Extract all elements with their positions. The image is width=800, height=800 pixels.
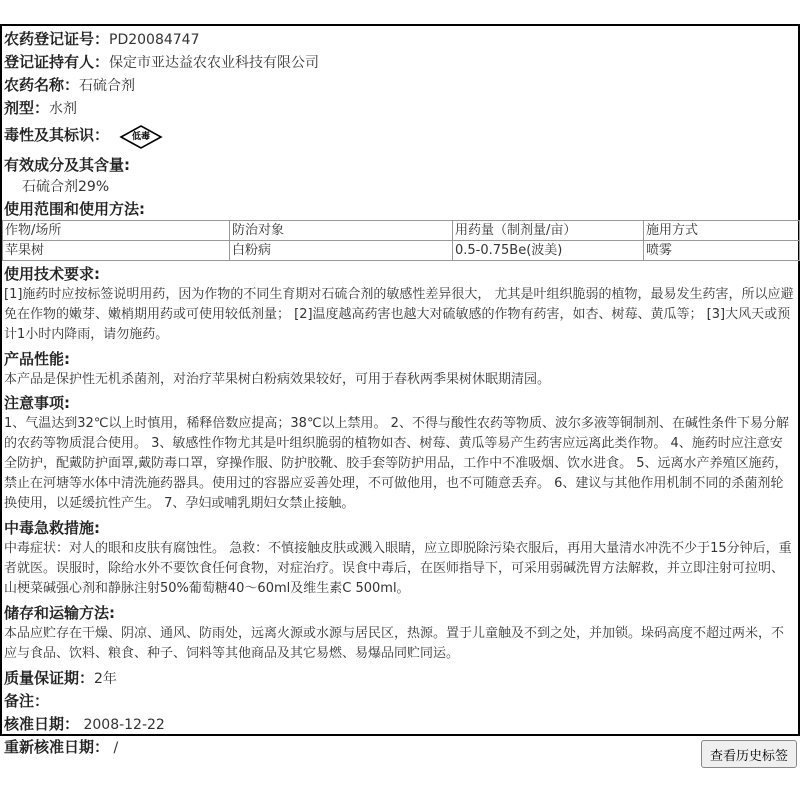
remarks-label: 备注： <box>4 692 50 710</box>
toxicity-icon-text: 低毒 <box>132 132 151 142</box>
col-method: 施用方式 <box>644 221 800 241</box>
holder-row <box>2 51 798 74</box>
approval-date-row <box>2 713 798 736</box>
formulation-label: 剂型： <box>4 99 50 117</box>
usage-table-header <box>3 221 800 241</box>
view-history-labels-button[interactable]: 查看历史标签 <box>701 740 797 768</box>
holder-value: 保定市亚达益农农业科技有限公司 <box>109 55 320 71</box>
formulation-row <box>2 97 798 120</box>
pesticide-name-value: 石硫合剂 <box>79 78 136 94</box>
cell-dosage: 0.5-0.75Be(波美) <box>453 241 644 261</box>
first-aid-text: 中毒症状：对人的眼和皮肤有腐蚀性。 急救：不慎接触皮肤或溅入眼睛，应立即脱除污染衣服后，再用大量清水冲洗不少于15分钟后，重者就医。误服时，除给水外不要饮食任何食物，对症治疗。误食中毒后，在医师指导下，可采用弱碱洗胃方法解救，并立即注射可拉明、山梗菜碱强心剂和静脉注射50%葡萄糖40～60ml及维生素C 500ml。 <box>4 541 792 596</box>
approval-date-label: 核准日期： <box>4 715 80 733</box>
ingredients-value: 石硫合剂29% <box>22 179 110 195</box>
pesticide-name-label: 农药名称： <box>4 76 80 94</box>
cert-no-value: PD20084747 <box>109 32 200 48</box>
cell-target: 白粉病 <box>230 241 453 261</box>
col-crop: 作物/场所 <box>3 221 230 241</box>
usage-heading: 使用范围和使用方法: <box>4 200 145 218</box>
formulation-value: 水剂 <box>49 101 78 117</box>
reapproval-date-row <box>2 736 798 759</box>
usage-table <box>2 220 800 261</box>
cert-no-label: 农药登记证号： <box>4 30 110 48</box>
precautions-text: 1、气温达到32℃以上时慎用，稀释倍数应提高；38℃以上禁用。 2、不得与酸性农药等物质、波尔多液等铜制剂、在碱性条件下易分解的农药等物质混合使用。 3、敏感性作物尤其是叶组织脆弱的植物如杏、树莓、黄瓜等易产生药害应远离此类作物。 4、施药时应注意安全防护，配戴防护面罩,戴防毒口罩，穿操作服、防护胶靴、胶手套等防护用品，工作中不准吸烟、饮水进食。 5、远离水产养殖区施药，禁止在河塘等水体中清洗施药器具。使用过的容器应妥善处理，不可做他用，也不可随意丢弃。 6、建议与其他作用机制不同的杀菌剂轮换使用，以延缓抗性产生。 7、孕妇或哺乳期妇女禁止接触。 <box>4 416 789 511</box>
col-dosage: 用药量（制剂量/亩） <box>453 221 644 241</box>
warranty-value: 2年 <box>94 671 117 687</box>
cert-no-row <box>2 28 798 51</box>
approval-date-value: 2008-12-22 <box>83 717 165 733</box>
table-row <box>3 241 800 261</box>
precautions-heading: 注意事项: <box>4 394 70 412</box>
storage-heading: 储存和运输方法: <box>4 604 115 622</box>
cell-crop: 苹果树 <box>3 241 230 261</box>
cell-method: 喷雾 <box>644 241 800 261</box>
warranty-label: 质量保证期： <box>4 669 95 687</box>
storage-text: 本品应贮存在干燥、阴凉、通风、防雨处，远离火源或水源与居民区，热源。置于儿童触及不到之处，并加锁。垛码高度不超过两米，不应与食品、饮料、粮食、种子、饲料等其他商品及其它易燃、易爆品同贮同运。 <box>4 626 785 661</box>
reapproval-date-value: / <box>113 740 119 756</box>
technical-text: [1]施药时应按标签说明用药，因为作物的不同生育期对石硫合剂的敏感性差异很大， 尤其是叶组织脆弱的植物，最易发生药害，所以应避免在作物的嫩芽、嫩梢期用药或可使用较低剂量； [2]温度越高药害也越大对硫敏感的作物有药害，如杏、树莓、黄瓜等； [3]大风天或预计1小时内降雨，请勿施药。 <box>4 287 794 342</box>
warranty-row <box>2 667 798 690</box>
performance-heading: 产品性能: <box>4 350 70 368</box>
low-toxicity-icon <box>119 125 163 147</box>
technical-heading: 使用技术要求: <box>4 265 100 283</box>
performance-text: 本产品是保护性无机杀菌剂，对治疗苹果树白粉病效果较好，可用于春秋两季果树休眠期清园。 <box>4 372 551 387</box>
remarks-row <box>2 690 798 713</box>
first-aid-heading: 中毒急救措施: <box>4 519 100 537</box>
ingredients-heading: 有效成分及其含量: <box>4 156 130 174</box>
col-target: 防治对象 <box>230 221 453 241</box>
holder-label: 登记证持有人： <box>4 53 110 71</box>
reapproval-date-label: 重新核准日期： <box>4 738 110 756</box>
toxicity-row <box>2 120 798 154</box>
toxicity-label: 毒性及其标识： <box>4 126 110 144</box>
pesticide-name-row <box>2 74 798 97</box>
